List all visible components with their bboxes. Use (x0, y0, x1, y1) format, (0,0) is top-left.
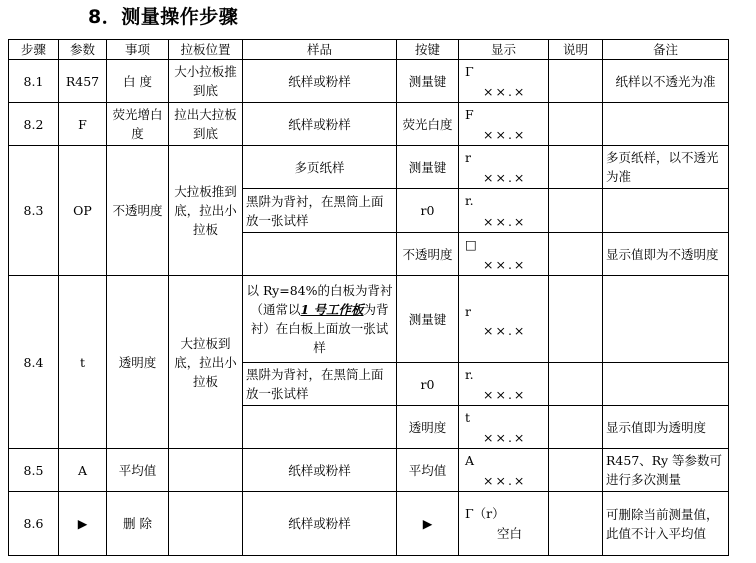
remark-cell (603, 276, 729, 363)
remark-cell: R457、Ry 等参数可进行多次测量 (603, 449, 729, 492)
explanation-cell (549, 189, 603, 233)
key-cell: 荧光白度 (397, 103, 459, 146)
display-cell (459, 233, 549, 276)
explanation-cell (549, 103, 603, 146)
display-cell (459, 276, 549, 363)
steps-table (8, 39, 729, 556)
display-value: ××.× (483, 84, 527, 99)
display-symbol: Γ（r） (465, 506, 505, 521)
param-cell: A (59, 449, 107, 492)
remark-cell: 可删除当前测量值，此值不计入平均值 (603, 492, 729, 556)
step-cell: 8.4 (9, 276, 59, 449)
position-cell: 拉出大拉板到底 (169, 103, 243, 146)
display-value: ××.× (483, 430, 527, 445)
display-symbol: A (465, 453, 475, 468)
sample-cell: 多页纸样 (243, 146, 397, 189)
param-cell: ▶ (59, 492, 107, 556)
section-title: 8．测量操作步骤 (88, 6, 239, 28)
remark-cell: 多页纸样，以不透光为准 (603, 146, 729, 189)
sample-cell (243, 276, 397, 363)
display-value: ××.× (483, 257, 527, 272)
param-cell: t (59, 276, 107, 449)
table-row (9, 276, 729, 363)
sample-cell (243, 233, 397, 276)
header-row (9, 40, 729, 60)
step-cell: 8.5 (9, 449, 59, 492)
header-display: 显示 (459, 40, 549, 60)
param-cell: F (59, 103, 107, 146)
sample-cell: 纸样或粉样 (243, 492, 397, 556)
explanation-cell (549, 60, 603, 103)
explanation-cell (549, 276, 603, 363)
display-value: ××.× (483, 214, 527, 229)
header-sample: 样品 (243, 40, 397, 60)
key-cell: ▶ (397, 492, 459, 556)
remark-cell (603, 189, 729, 233)
key-cell: 透明度 (397, 406, 459, 449)
header-step: 步骤 (9, 40, 59, 60)
key-cell: 测量键 (397, 146, 459, 189)
header-position: 拉板位置 (169, 40, 243, 60)
table-row (9, 60, 729, 103)
item-cell: 不透明度 (107, 146, 169, 276)
table-row (9, 449, 729, 492)
header-key: 按键 (397, 40, 459, 60)
display-value: ××.× (483, 387, 527, 402)
display-cell (459, 492, 549, 556)
display-symbol: r. (465, 367, 474, 382)
explanation-cell (549, 146, 603, 189)
position-cell (169, 449, 243, 492)
sample-cell: 纸样或粉样 (243, 103, 397, 146)
param-cell: R457 (59, 60, 107, 103)
display-value: ××.× (483, 473, 527, 488)
key-cell: 测量键 (397, 276, 459, 363)
position-cell: 大拉板到底，拉出小拉板 (169, 276, 243, 449)
step-cell: 8.6 (9, 492, 59, 556)
item-cell: 删 除 (107, 492, 169, 556)
table-row (9, 103, 729, 146)
explanation-cell (549, 492, 603, 556)
item-cell: 白 度 (107, 60, 169, 103)
display-value: ××.× (483, 170, 527, 185)
sample-text-b: 1 号工作板 (300, 302, 364, 317)
sample-cell: 黑阱为背衬，在黑筒上面放一张试样 (243, 189, 397, 233)
position-cell: 大拉板推到底，拉出小拉板 (169, 146, 243, 276)
explanation-cell (549, 363, 603, 406)
display-cell (459, 60, 549, 103)
display-value: 空白 (497, 526, 523, 541)
display-cell (459, 146, 549, 189)
key-cell: 不透明度 (397, 233, 459, 276)
header-explanation: 说明 (549, 40, 603, 60)
step-cell: 8.1 (9, 60, 59, 103)
item-cell: 平均值 (107, 449, 169, 492)
item-cell: 透明度 (107, 276, 169, 449)
display-value: ××.× (483, 127, 527, 142)
key-cell: r0 (397, 189, 459, 233)
item-cell: 荧光增白度 (107, 103, 169, 146)
explanation-cell (549, 233, 603, 276)
header-item: 事项 (107, 40, 169, 60)
explanation-cell (549, 449, 603, 492)
header-remark: 备注 (603, 40, 729, 60)
position-cell (169, 492, 243, 556)
key-cell: 测量键 (397, 60, 459, 103)
remark-cell: 纸样以不透光为准 (603, 60, 729, 103)
display-cell (459, 406, 549, 449)
explanation-cell (549, 406, 603, 449)
sample-cell (243, 406, 397, 449)
header-param: 参数 (59, 40, 107, 60)
display-symbol: □ (465, 237, 477, 252)
step-cell: 8.2 (9, 103, 59, 146)
remark-cell (603, 363, 729, 406)
position-cell: 大小拉板推到底 (169, 60, 243, 103)
display-cell (459, 449, 549, 492)
sample-cell: 纸样或粉样 (243, 449, 397, 492)
remark-cell: 显示值即为透明度 (603, 406, 729, 449)
step-cell: 8.3 (9, 146, 59, 276)
display-symbol: r (465, 150, 471, 165)
display-symbol: Γ (465, 64, 474, 79)
table-row (9, 146, 729, 189)
param-cell: OP (59, 146, 107, 276)
display-value: ××.× (483, 323, 527, 338)
display-cell (459, 189, 549, 233)
display-symbol: r (465, 304, 471, 319)
sample-cell: 纸样或粉样 (243, 60, 397, 103)
remark-cell (603, 103, 729, 146)
display-cell (459, 363, 549, 406)
display-symbol: r. (465, 193, 474, 208)
display-symbol: F (465, 107, 474, 122)
table-row (9, 492, 729, 556)
sample-cell: 黑阱为背衬，在黑筒上面放一张试样 (243, 363, 397, 406)
sample-text-a: 以 Ry=84%的白板为背衬（通常以 (246, 283, 393, 317)
remark-cell: 显示值即为不透明度 (603, 233, 729, 276)
display-cell (459, 103, 549, 146)
key-cell: r0 (397, 363, 459, 406)
display-symbol: t (465, 410, 471, 425)
key-cell: 平均值 (397, 449, 459, 492)
sample-text-c: 为背衬）在白板上面放一张试样 (250, 302, 389, 355)
